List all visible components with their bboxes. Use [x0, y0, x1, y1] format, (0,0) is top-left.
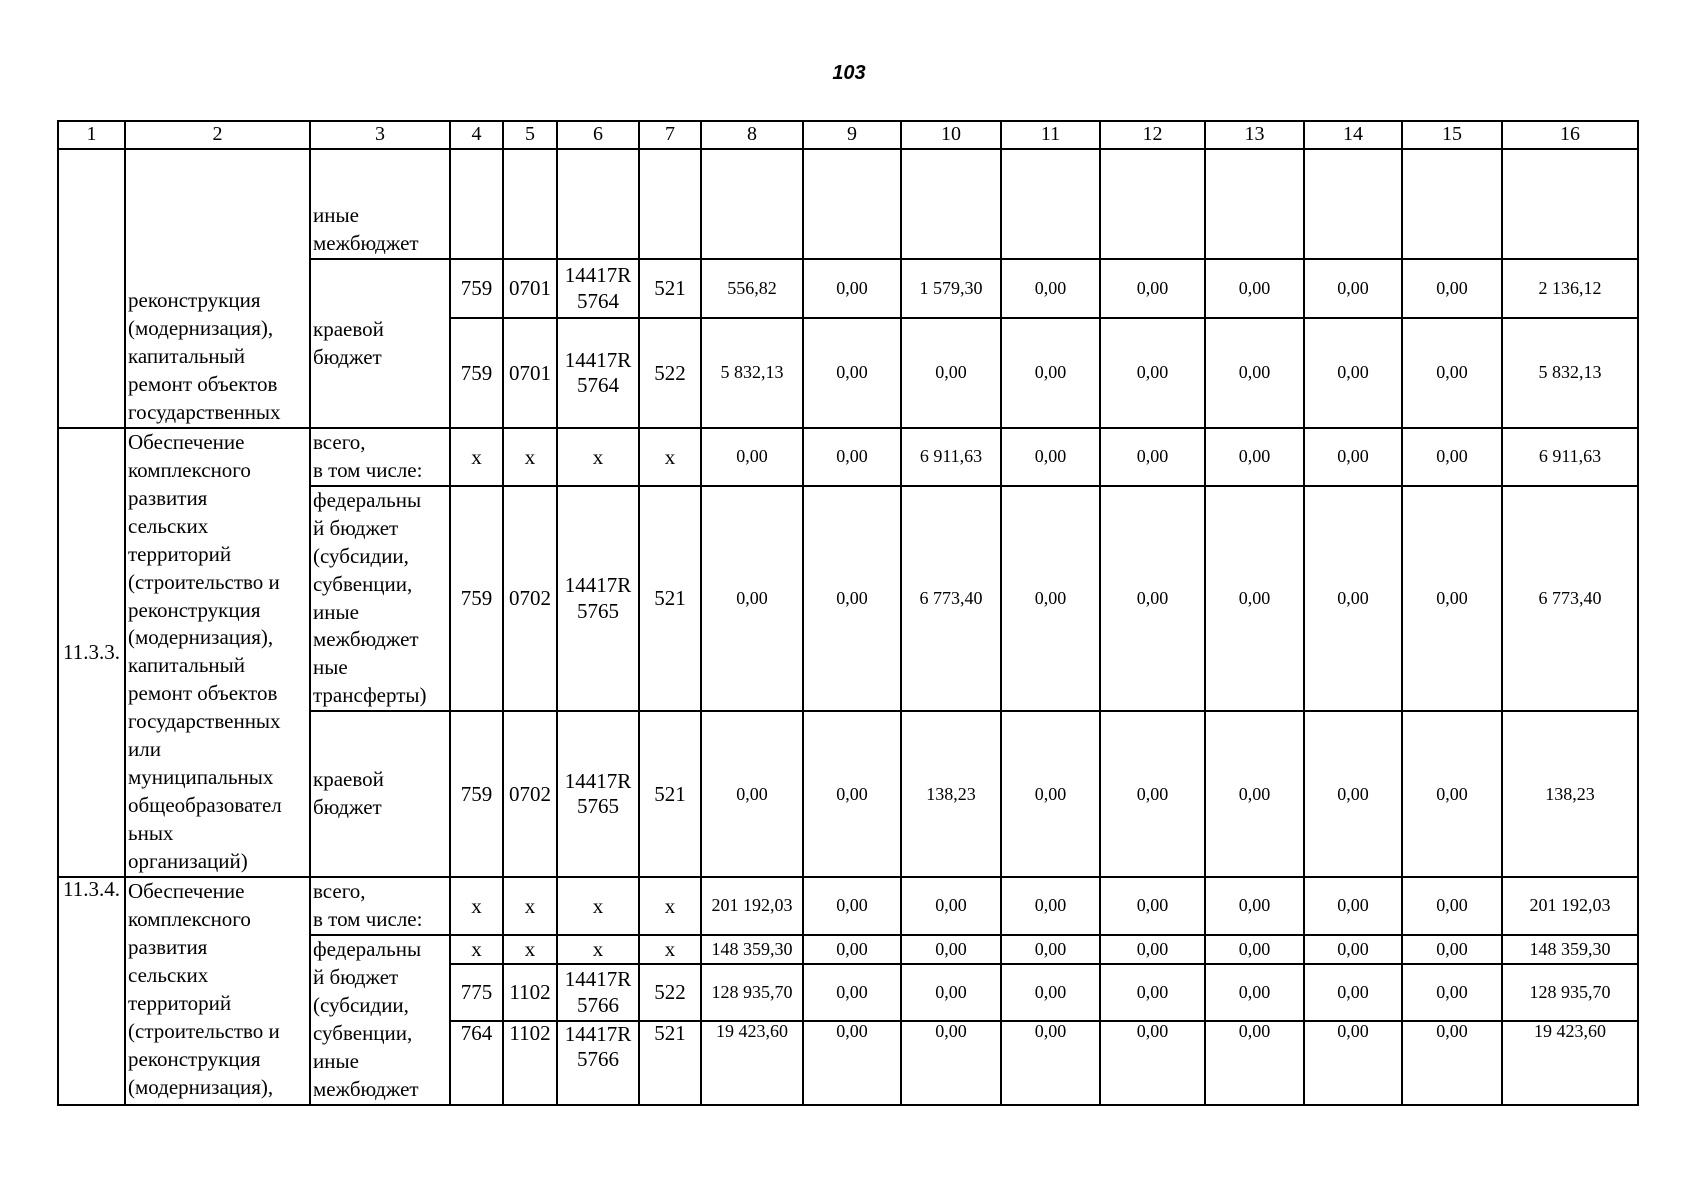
value-cell: 0,00: [803, 711, 901, 877]
code-cell: 759: [450, 259, 503, 318]
page-number: 103: [832, 62, 866, 84]
value-cell: 0,00: [1402, 428, 1502, 486]
column-header: 16: [1502, 121, 1638, 149]
code-cell: х: [557, 935, 639, 964]
value-cell: 5 832,13: [1502, 318, 1638, 428]
code-cell: х: [639, 428, 701, 486]
column-header: 13: [1205, 121, 1304, 149]
column-header: 1: [58, 121, 125, 149]
value-cell: 0,00: [1205, 428, 1304, 486]
value-cell: 0,00: [1001, 428, 1100, 486]
value-cell: 0,00: [1304, 964, 1402, 1021]
value-cell: 0,00: [901, 964, 1001, 1021]
code-cell: 521: [639, 1021, 701, 1105]
value-cell: 0,00: [1001, 935, 1100, 964]
value-cell: 201 192,03: [701, 877, 803, 935]
column-header: 10: [901, 121, 1001, 149]
value-cell: 0,00: [1205, 259, 1304, 318]
value-cell: 0,00: [1001, 1021, 1100, 1105]
value-cell: 0,00: [1304, 428, 1402, 486]
item-number: 11.3.4.: [58, 877, 125, 1104]
budget-table: [57, 120, 1639, 1106]
value-cell: 0,00: [1100, 428, 1205, 486]
value-cell: 148 359,30: [701, 935, 803, 964]
value-cell: 0,00: [1100, 318, 1205, 428]
code-cell: 14417R 5765: [557, 711, 639, 877]
code-cell: 522: [639, 318, 701, 428]
value-cell: 0,00: [1100, 935, 1205, 964]
value-cell: 0,00: [901, 318, 1001, 428]
value-cell: 6 911,63: [1502, 428, 1638, 486]
item-number: 11.3.3.: [58, 428, 125, 877]
value-cell: 0,00: [1001, 318, 1100, 428]
value-cell: 0,00: [1100, 877, 1205, 935]
value-cell: 0,00: [701, 486, 803, 711]
value-cell: 5 832,13: [701, 318, 803, 428]
table-row: [58, 877, 1638, 935]
funding-source: всего, в том числе:: [310, 877, 450, 935]
column-header: 2: [125, 121, 310, 149]
value-cell: 2 136,12: [1502, 259, 1638, 318]
code-cell: 521: [639, 259, 701, 318]
funding-source: федеральны й бюджет (субсидии, субвенции, иные межбюджет ные трансферты): [310, 486, 450, 711]
value-cell: 0,00: [1205, 877, 1304, 935]
value-cell: 0,00: [1402, 964, 1502, 1021]
value-cell: 0,00: [1205, 318, 1304, 428]
code-cell: 14417R 5764: [557, 259, 639, 318]
value-cell: 0,00: [1402, 318, 1502, 428]
value-cell: 556,82: [701, 259, 803, 318]
value-cell: 0,00: [803, 318, 901, 428]
code-cell: 14417R 5766: [557, 1021, 639, 1105]
value-cell: 0,00: [1304, 711, 1402, 877]
column-header: 7: [639, 121, 701, 149]
funding-source: федеральны й бюджет (субсидии, субвенции, иные межбюджет: [310, 935, 450, 1105]
code-cell: х: [639, 935, 701, 964]
value-cell: 0,00: [1205, 711, 1304, 877]
code-cell: х: [450, 877, 503, 935]
value-cell: 0,00: [901, 935, 1001, 964]
column-header: 15: [1402, 121, 1502, 149]
code-cell: 0701: [503, 318, 557, 428]
value-cell: 138,23: [901, 711, 1001, 877]
value-cell: 1 579,30: [901, 259, 1001, 318]
value-cell: 0,00: [701, 428, 803, 486]
header-row: [58, 121, 1638, 149]
value-cell: 0,00: [701, 711, 803, 877]
code-cell: 14417R 5765: [557, 486, 639, 711]
column-header: 11: [1001, 121, 1100, 149]
value-cell: 0,00: [1205, 1021, 1304, 1105]
value-cell: 0,00: [901, 877, 1001, 935]
code-cell: х: [639, 877, 701, 935]
value-cell: 128 935,70: [1502, 964, 1638, 1021]
value-cell: 0,00: [803, 428, 901, 486]
value-cell: 6 773,40: [901, 486, 1001, 711]
column-header: 9: [803, 121, 901, 149]
code-cell: 0702: [503, 486, 557, 711]
code-cell: 522: [639, 964, 701, 1021]
column-header: 3: [310, 121, 450, 149]
code-cell: х: [450, 428, 503, 486]
value-cell: 0,00: [803, 259, 901, 318]
value-cell: 0,00: [1100, 711, 1205, 877]
column-header: 12: [1100, 121, 1205, 149]
value-cell: 0,00: [1001, 877, 1100, 935]
code-cell: 521: [639, 486, 701, 711]
code-cell: х: [503, 935, 557, 964]
table-row: [58, 149, 1638, 259]
funding-source: всего, в том числе:: [310, 428, 450, 486]
code-cell: 0702: [503, 711, 557, 877]
value-cell: 138,23: [1502, 711, 1638, 877]
measure-name: Обеспечение комплексного развития сельских территорий (строительство и реконструкция (модернизация),: [125, 877, 310, 1104]
value-cell: 0,00: [1402, 1021, 1502, 1105]
value-cell: 0,00: [1001, 711, 1100, 877]
code-cell: 14417R 5764: [557, 318, 639, 428]
value-cell: 0,00: [1100, 486, 1205, 711]
value-cell: 0,00: [1001, 259, 1100, 318]
value-cell: 0,00: [803, 486, 901, 711]
code-cell: х: [503, 428, 557, 486]
code-cell: 14417R 5766: [557, 964, 639, 1021]
value-cell: 201 192,03: [1502, 877, 1638, 935]
value-cell: 0,00: [803, 877, 901, 935]
value-cell: 19 423,60: [1502, 1021, 1638, 1105]
value-cell: 0,00: [1304, 1021, 1402, 1105]
code-cell: 759: [450, 711, 503, 877]
value-cell: 0,00: [803, 935, 901, 964]
measure-name: Обеспечение комплексного развития сельских территорий (строительство и реконструкция (модернизация), капитальный ремонт объектов государственных или муниципальных общеобразовател ьных организаций): [125, 428, 310, 877]
value-cell: 0,00: [1205, 486, 1304, 711]
funding-source: краевой бюджет: [310, 711, 450, 877]
value-cell: 0,00: [1100, 1021, 1205, 1105]
code-cell: х: [557, 428, 639, 486]
table-row: [58, 428, 1638, 486]
code-cell: 521: [639, 711, 701, 877]
column-header: 4: [450, 121, 503, 149]
funding-source: краевой бюджет: [310, 259, 450, 428]
code-cell: х: [503, 877, 557, 935]
value-cell: 0,00: [1304, 486, 1402, 711]
value-cell: 0,00: [803, 964, 901, 1021]
value-cell: 0,00: [1402, 486, 1502, 711]
value-cell: 0,00: [1100, 259, 1205, 318]
value-cell: 0,00: [1304, 935, 1402, 964]
value-cell: 0,00: [803, 1021, 901, 1105]
code-cell: х: [450, 935, 503, 964]
column-header: 5: [503, 121, 557, 149]
value-cell: 0,00: [1402, 877, 1502, 935]
value-cell: 0,00: [1402, 935, 1502, 964]
value-cell: 6 911,63: [901, 428, 1001, 486]
code-cell: 0701: [503, 259, 557, 318]
value-cell: 0,00: [1304, 877, 1402, 935]
value-cell: 0,00: [901, 1021, 1001, 1105]
code-cell: х: [557, 877, 639, 935]
value-cell: 128 935,70: [701, 964, 803, 1021]
value-cell: 0,00: [1001, 964, 1100, 1021]
code-cell: 775: [450, 964, 503, 1021]
column-header: 8: [701, 121, 803, 149]
code-cell: 1102: [503, 1021, 557, 1105]
value-cell: 0,00: [1304, 318, 1402, 428]
value-cell: 0,00: [1402, 259, 1502, 318]
value-cell: 0,00: [1205, 964, 1304, 1021]
value-cell: 0,00: [1402, 711, 1502, 877]
column-header: 6: [557, 121, 639, 149]
value-cell: 0,00: [1205, 935, 1304, 964]
code-cell: 764: [450, 1021, 503, 1105]
value-cell: 148 359,30: [1502, 935, 1638, 964]
code-cell: 1102: [503, 964, 557, 1021]
value-cell: 0,00: [1100, 964, 1205, 1021]
value-cell: 0,00: [1001, 486, 1100, 711]
value-cell: 19 423,60: [701, 1021, 803, 1105]
measure-name: реконструкция (модернизация), капитальный ремонт объектов государственных: [125, 149, 310, 428]
funding-source: иные межбюджет: [310, 149, 450, 259]
code-cell: 759: [450, 486, 503, 711]
value-cell: 6 773,40: [1502, 486, 1638, 711]
column-header: 14: [1304, 121, 1402, 149]
item-number-cell: [58, 149, 125, 428]
value-cell: 0,00: [1304, 259, 1402, 318]
code-cell: 759: [450, 318, 503, 428]
